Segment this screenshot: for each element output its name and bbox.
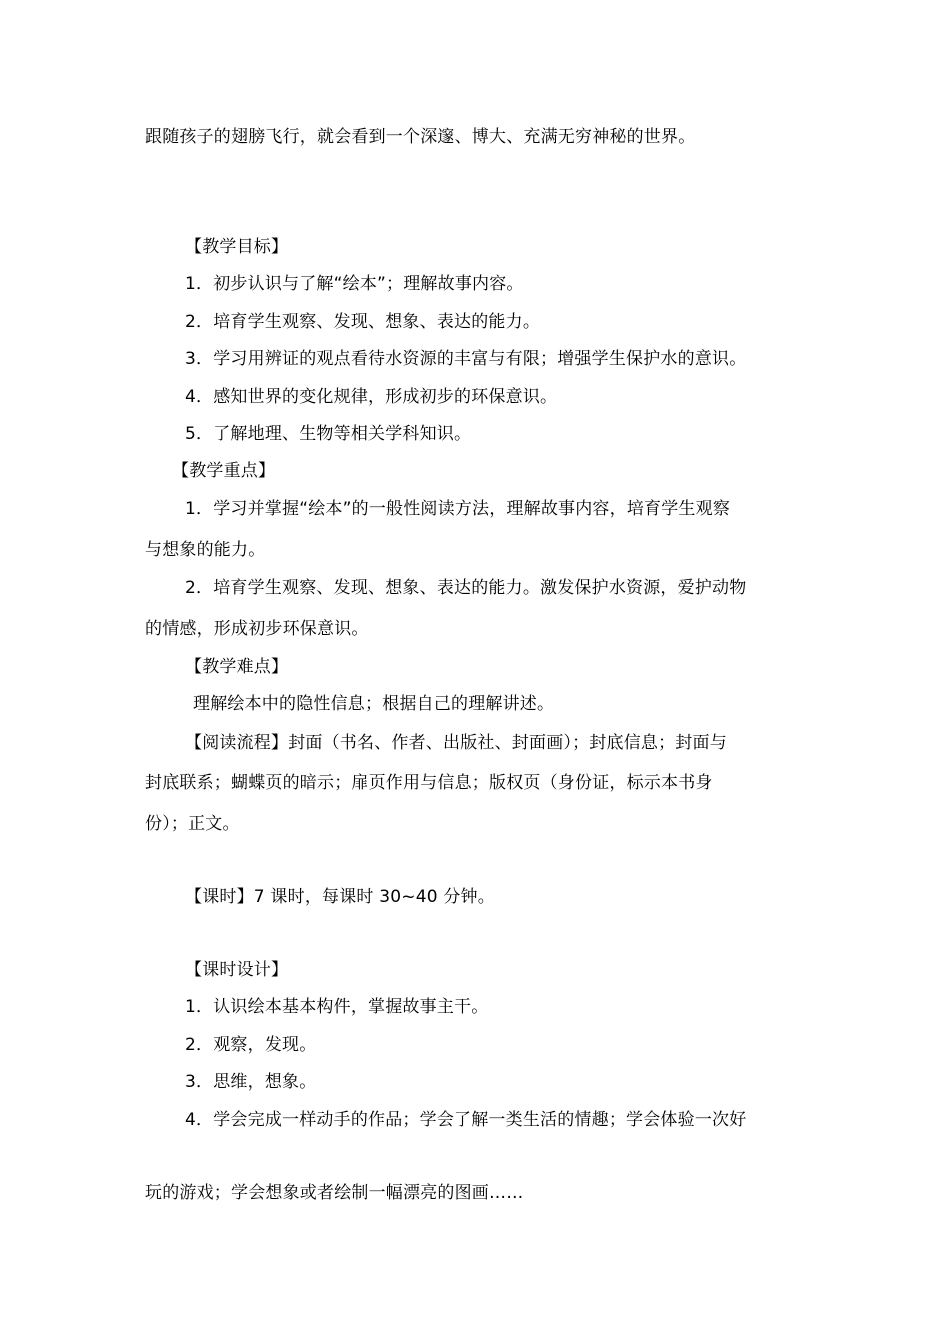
- reading-process-line-1: 【阅读流程】封面（书名、作者、出版社、封面画）；封底信息；封面与: [185, 733, 727, 753]
- reading-process-line-3: 份）；正文。: [145, 814, 240, 834]
- intro-line: 跟随孩子的翅膀飞行，就会看到一个深邃、博大、充满无穷神秘的世界。: [145, 127, 696, 147]
- key-points-heading: 【教学重点】: [172, 461, 276, 481]
- objectives-heading: 【教学目标】: [185, 237, 289, 257]
- lesson-design-heading: 【课时设计】: [185, 960, 289, 980]
- difficulties-heading: 【教学难点】: [185, 657, 289, 677]
- objective-item-2: 2．培育学生观察、发现、想象、表达的能力。: [185, 312, 541, 332]
- reading-process-line-2: 封底联系；蝴蝶页的暗示；扉页作用与信息；版权页（身份证，标示本书身: [145, 773, 713, 793]
- objective-item-4: 4．感知世界的变化规律，形成初步的环保意识。: [185, 387, 558, 407]
- lesson-design-item-2: 2．观察，发现。: [185, 1035, 317, 1055]
- lesson-design-item-4-line-1: 4．学会完成一样动手的作品；学会了解一类生活的情趣；学会体验一次好: [185, 1110, 747, 1130]
- objective-item-5: 5．了解地理、生物等相关学科知识。: [185, 424, 472, 444]
- lesson-design-item-4-line-2: 玩的游戏；学会想象或者绘制一幅漂亮的图画……: [145, 1183, 524, 1203]
- objective-item-3: 3．学习用辨证的观点看待水资源的丰富与有限；增强学生保护水的意识。: [185, 349, 747, 369]
- objective-item-1: 1．初步认识与了解“绘本”；理解故事内容。: [185, 274, 524, 294]
- lesson-design-item-3: 3．思维，想象。: [185, 1072, 317, 1092]
- key-point-2-line-2: 的情感，形成初步环保意识。: [145, 619, 369, 639]
- key-point-2-line-1: 2．培育学生观察、发现、想象、表达的能力。激发保护水资源，爱护动物: [185, 578, 747, 598]
- key-point-1-line-2: 与想象的能力。: [145, 540, 266, 560]
- lesson-design-item-1: 1．认识绘本基本构件，掌握故事主干。: [185, 997, 489, 1017]
- class-hours-text: 【课时】7 课时，每课时 30~40 分钟。: [185, 887, 495, 907]
- key-point-1-line-1: 1．学习并掌握“绘本”的一般性阅读方法，理解故事内容，培育学生观察: [185, 499, 731, 519]
- difficulties-text: 理解绘本中的隐性信息；根据自己的理解讲述。: [193, 694, 555, 714]
